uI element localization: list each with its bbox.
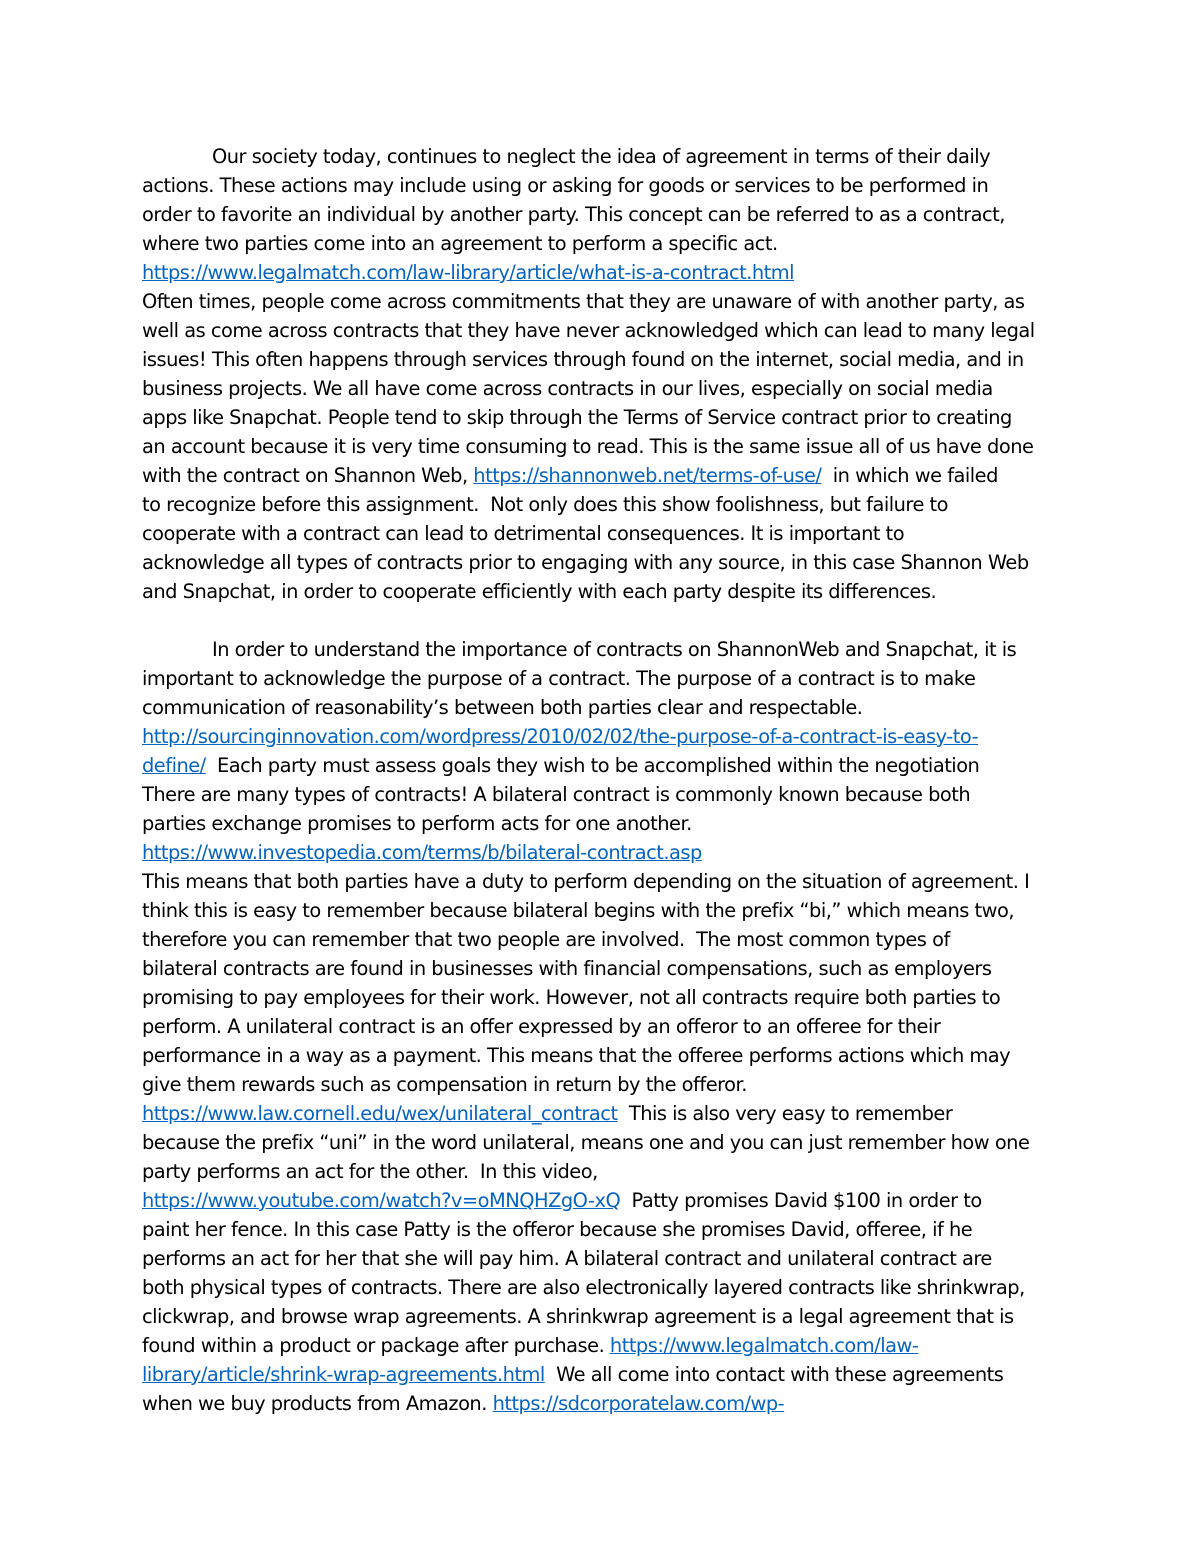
reference-link[interactable]: https://www.youtube.com/watch?v=oMNQHZgO-xQ — [142, 1189, 621, 1212]
text-line — [142, 1331, 1072, 1360]
body-text: We all come into contact with these agreements — [544, 1363, 1004, 1386]
text-line — [142, 374, 1072, 403]
text-line — [142, 1302, 1072, 1331]
body-text: apps like Snapchat. People tend to skip through the Terms of Service contract prior to creating — [142, 406, 1012, 429]
text-line — [142, 809, 1072, 838]
text-line — [142, 954, 1072, 983]
reference-link[interactable]: https://www.investopedia.com/terms/b/bilateral-contract.asp — [142, 841, 702, 864]
document-body — [142, 142, 1072, 1418]
text-line — [142, 1215, 1072, 1244]
text-line — [142, 1012, 1072, 1041]
body-text: order to favorite an individual by another party. This concept can be referred to as a contract, — [142, 203, 1005, 226]
body-text: acknowledge all types of contracts prior to engaging with any source, in this case Shannon Web — [142, 551, 1029, 574]
body-text: parties exchange promises to perform acts for one another. — [142, 812, 692, 835]
body-text: important to acknowledge the purpose of a contract. The purpose of a contract is to make — [142, 667, 976, 690]
text-line — [142, 1157, 1072, 1186]
body-text: This means that both parties have a duty to perform depending on the situation of agreement. I — [142, 870, 1030, 893]
text-line — [142, 461, 1072, 490]
body-text: because the prefix “uni” in the word unilateral, means one and you can just remember how one — [142, 1131, 1030, 1154]
text-line — [142, 316, 1072, 345]
body-text: well as come across contracts that they have never acknowledged which can lead to many legal — [142, 319, 1035, 342]
text-line — [142, 693, 1072, 722]
body-text: issues! This often happens through services through found on the internet, social media, and in — [142, 348, 1024, 371]
text-line — [142, 548, 1072, 577]
body-text: found within a product or package after purchase. — [142, 1334, 610, 1357]
body-text: an account because it is very time consuming to read. This is the same issue all of us have done — [142, 435, 1034, 458]
text-line — [142, 1244, 1072, 1273]
body-text: to recognize before this assignment. Not only does this show foolishness, but failure to — [142, 493, 948, 516]
body-text: Our society today, continues to neglect the idea of agreement in terms of their daily — [212, 145, 991, 168]
body-text: In order to understand the importance of contracts on ShannonWeb and Snapchat, it is — [212, 638, 1017, 661]
text-line — [142, 229, 1072, 258]
text-line — [142, 519, 1072, 548]
body-text: performs an act for her that she will pay him. A bilateral contract and unilateral contract are — [142, 1247, 992, 1270]
text-line — [142, 1128, 1072, 1157]
body-text: give them rewards such as compensation in return by the offeror. — [142, 1073, 747, 1096]
blank-line — [142, 606, 1072, 635]
reference-link[interactable]: https://sdcorporatelaw.com/wp- — [492, 1392, 785, 1415]
reference-link[interactable]: https://www.legalmatch.com/law-library/article/what-is-a-contract.html — [142, 261, 795, 284]
body-text: There are many types of contracts! A bilateral contract is commonly known because both — [142, 783, 971, 806]
body-text: paint her fence. In this case Patty is the offeror because she promises David, offeree, if he — [142, 1218, 973, 1241]
text-line — [142, 664, 1072, 693]
text-line — [142, 635, 1072, 664]
body-text: Each party must assess goals they wish to be accomplished within the negotiation — [205, 754, 980, 777]
body-text: perform. A unilateral contract is an offer expressed by an offeror to an offeree for their — [142, 1015, 941, 1038]
text-line — [142, 432, 1072, 461]
body-text: when we buy products from Amazon. — [142, 1392, 493, 1415]
reference-link[interactable]: https://www.law.cornell.edu/wex/unilateral_contract — [142, 1102, 618, 1125]
body-text: Often times, people come across commitments that they are unaware of with another party, as — [142, 290, 1025, 313]
text-line — [142, 1273, 1072, 1302]
body-text: This is also very easy to remember — [617, 1102, 953, 1125]
body-text: Patty promises David $100 in order to — [620, 1189, 982, 1212]
body-text: performance in a way as a payment. This means that the offeree performs actions which may — [142, 1044, 1011, 1067]
reference-link[interactable]: https://shannonweb.net/terms-of-use/ — [473, 464, 822, 487]
body-text: and Snapchat, in order to cooperate efficiently with each party despite its differences. — [142, 580, 937, 603]
body-text: actions. These actions may include using or asking for goods or services to be performed in — [142, 174, 989, 197]
text-line — [142, 200, 1072, 229]
text-line — [142, 983, 1072, 1012]
text-line — [142, 925, 1072, 954]
reference-link[interactable]: define/ — [142, 754, 206, 777]
body-text: cooperate with a contract can lead to detrimental consequences. It is important to — [142, 522, 905, 545]
body-text: think this is easy to remember because bilateral begins with the prefix “bi,” which means two, — [142, 899, 1015, 922]
body-text: business projects. We all have come across contracts in our lives, especially on social media — [142, 377, 993, 400]
body-text: promising to pay employees for their work. However, not all contracts require both parties to — [142, 986, 1001, 1009]
body-text: therefore you can remember that two people are involved. The most common types of — [142, 928, 950, 951]
body-text: communication of reasonability’s between both parties clear and respectable. — [142, 696, 863, 719]
body-text: in which we failed — [821, 464, 998, 487]
reference-link[interactable]: http://sourcinginnovation.com/wordpress/2010/02/02/the-purpose-of-a-contract-is-easy-to- — [142, 725, 979, 748]
body-text: with the contract on Shannon Web, — [142, 464, 474, 487]
body-text: where two parties come into an agreement to perform a specific act. — [142, 232, 778, 255]
text-line — [142, 722, 1072, 751]
text-line — [142, 751, 1072, 780]
text-line — [142, 1360, 1072, 1389]
text-line — [142, 867, 1072, 896]
text-line — [142, 345, 1072, 374]
text-line — [142, 1099, 1072, 1128]
text-line — [142, 1070, 1072, 1099]
text-line — [142, 577, 1072, 606]
text-line — [142, 1041, 1072, 1070]
text-line — [142, 142, 1072, 171]
body-text: party performs an act for the other. In this video, — [142, 1160, 598, 1183]
text-line — [142, 896, 1072, 925]
reference-link[interactable]: https://www.legalmatch.com/law- — [609, 1334, 919, 1357]
text-line — [142, 490, 1072, 519]
text-line — [142, 1186, 1072, 1215]
text-line — [142, 171, 1072, 200]
text-line — [142, 780, 1072, 809]
text-line — [142, 403, 1072, 432]
body-text: both physical types of contracts. There are also electronically layered contracts like shrinkwrap, — [142, 1276, 1025, 1299]
body-text: bilateral contracts are found in businesses with financial compensations, such as employers — [142, 957, 992, 980]
text-line — [142, 287, 1072, 316]
body-text: clickwrap, and browse wrap agreements. A shrinkwrap agreement is a legal agreement that is — [142, 1305, 1014, 1328]
text-line — [142, 838, 1072, 867]
reference-link[interactable]: library/article/shrink-wrap-agreements.html — [142, 1363, 545, 1386]
text-line — [142, 1389, 1072, 1418]
text-line — [142, 258, 1072, 287]
